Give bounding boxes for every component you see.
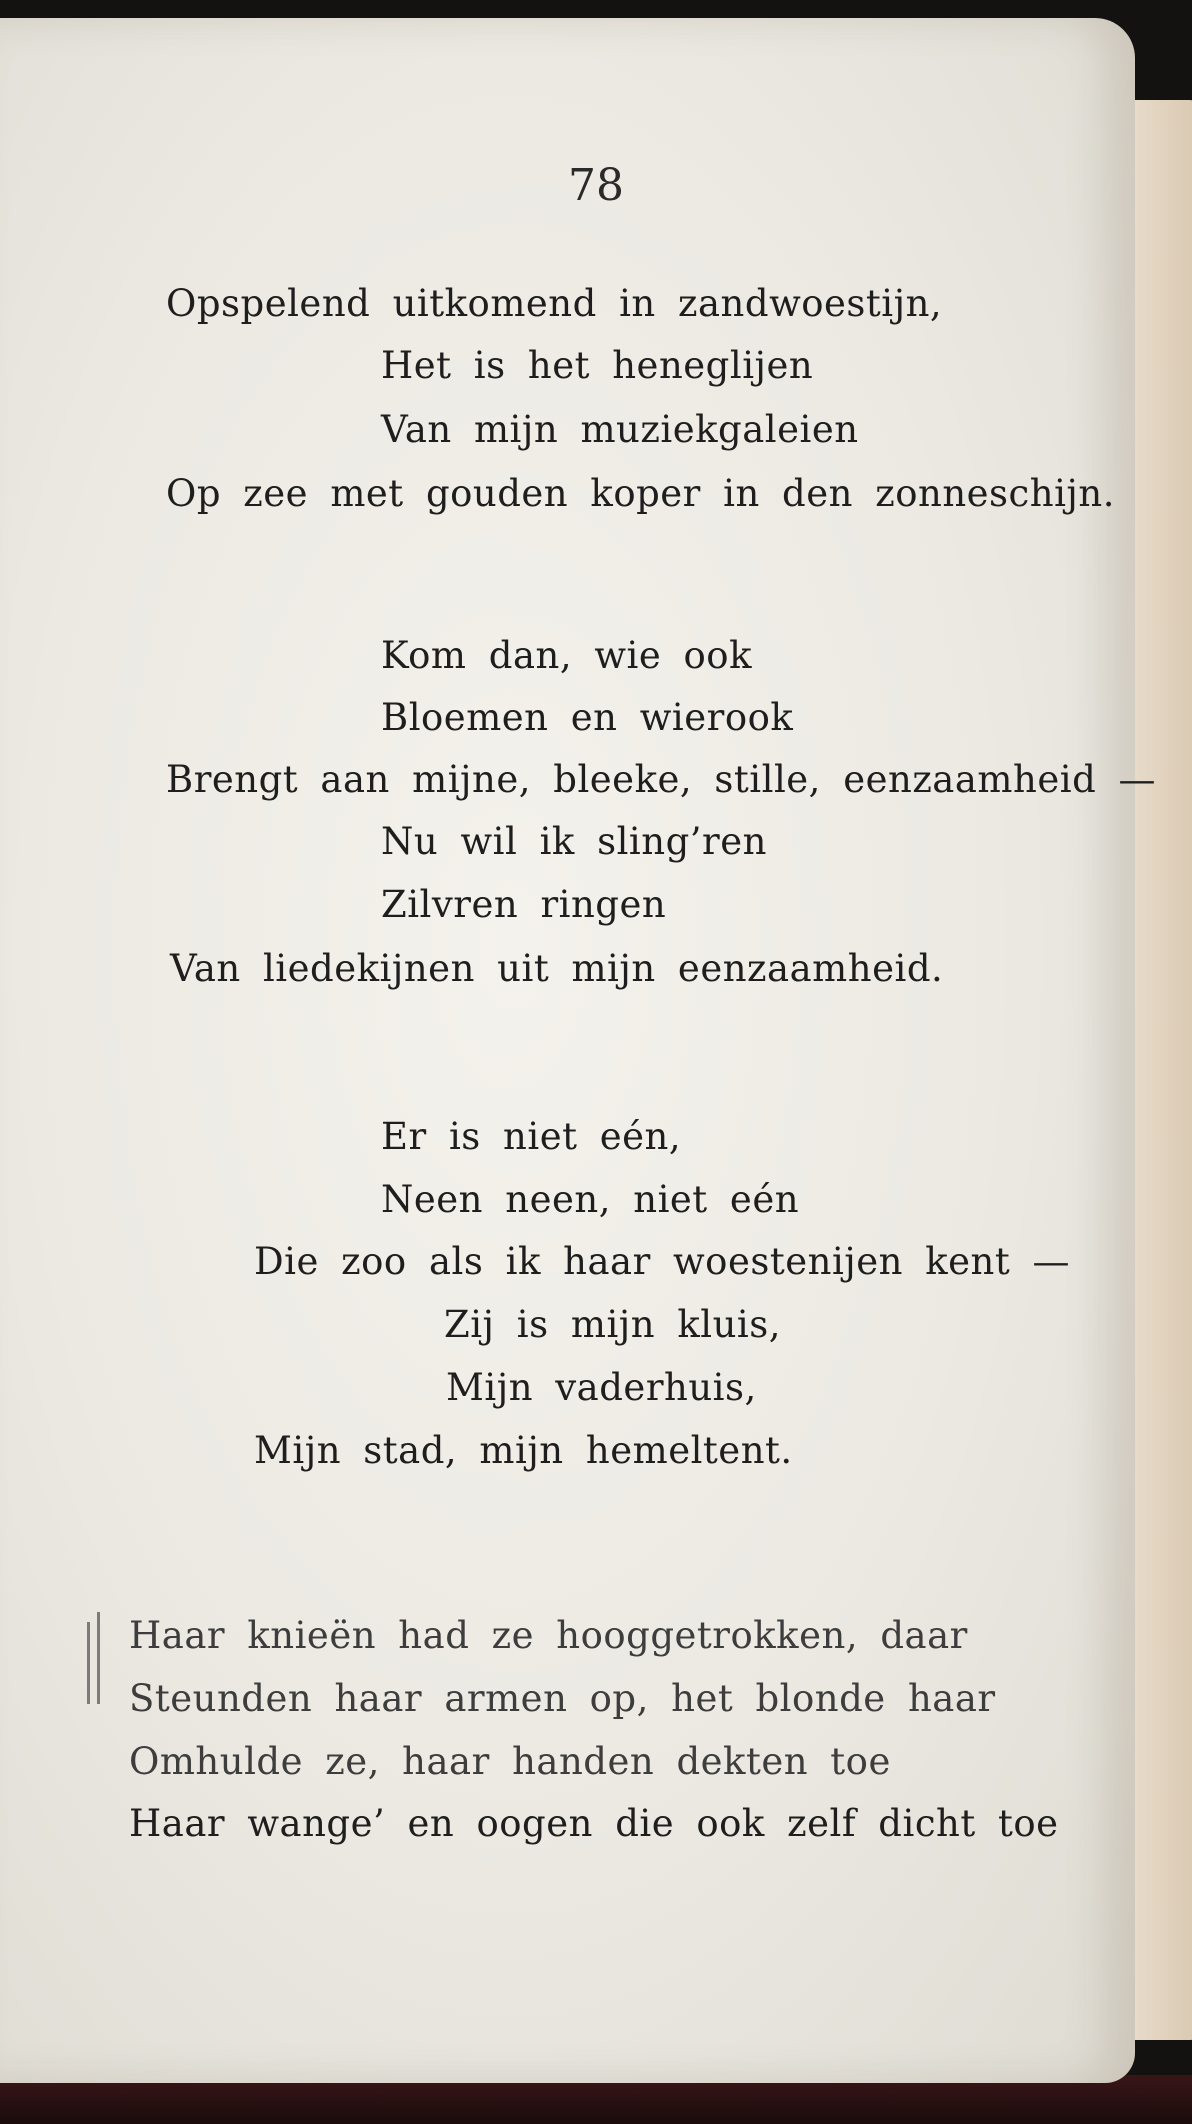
stanza-2-line-6: Van liedekijnen uit mijn eenzaamheid.	[170, 947, 944, 990]
page-number: 78	[568, 160, 624, 211]
stanza-3-line-6: Mijn stad, mijn hemeltent.	[254, 1429, 793, 1472]
stanza-2-line-1: Kom dan, wie ook	[381, 634, 752, 677]
stanza-3-line-2: Neen neen, niet eén	[381, 1178, 800, 1221]
stanza-3-line-3: Die zoo als ik haar woestenijen kent —	[254, 1240, 1071, 1283]
stanza-2-line-2: Bloemen en wierook	[381, 696, 794, 739]
stanza-2-line-4: Nu wil ik sling’ren	[381, 820, 767, 863]
stanza-2-line-5: Zilvren ringen	[381, 883, 667, 926]
stanza-4-line-4: Haar wange’ en oogen die ook zelf dicht toe	[129, 1802, 1059, 1845]
stanza-4-line-1: Haar knieën had ze hooggetrokken, daar	[129, 1614, 968, 1657]
stanza-4-line-2: Steunden haar armen op, het blonde haar	[129, 1677, 996, 1720]
margin-bar-2	[97, 1612, 100, 1704]
margin-bar-1	[87, 1622, 90, 1704]
stanza-4-line-3: Omhulde ze, haar handen dekten toe	[129, 1740, 891, 1783]
stanza-3-line-4: Zij is mijn kluis,	[444, 1303, 782, 1346]
stanza-3-line-5: Mijn vaderhuis,	[446, 1366, 757, 1409]
stanza-1-line-1: Opspelend uitkomend in zandwoestijn,	[166, 282, 943, 325]
stanza-1-line-2: Het is het heneglijen	[381, 344, 814, 387]
stanza-1-line-4: Op zee met gouden koper in den zonneschijn.	[166, 472, 1115, 515]
stanza-3-line-1: Er is niet eén,	[381, 1115, 682, 1158]
stanza-2-line-3: Brengt aan mijne, bleeke, stille, eenzaamheid —	[166, 758, 1157, 801]
stanza-1-line-3: Van mijn muziekgaleien	[381, 408, 859, 451]
